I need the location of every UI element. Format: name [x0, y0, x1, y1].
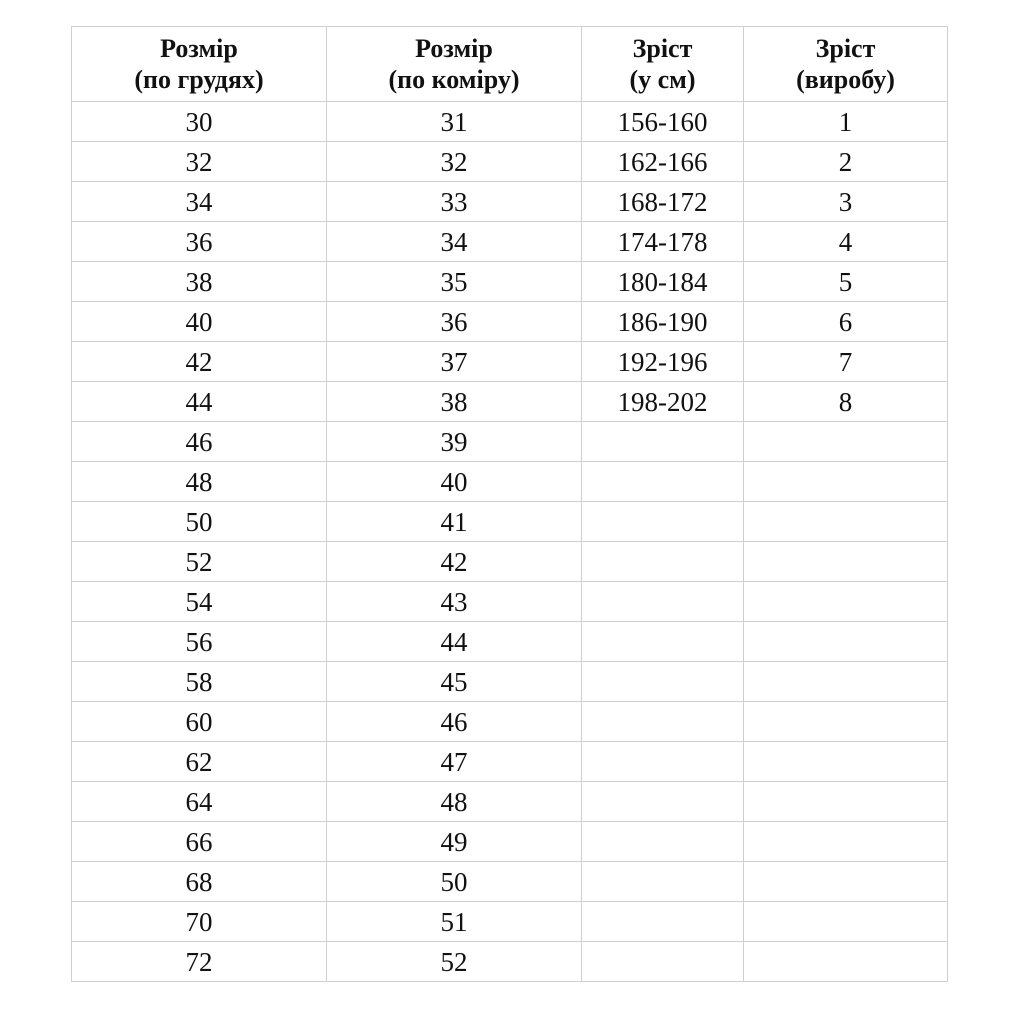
table-row: [72, 662, 948, 702]
cell-height-cm: 162-166: [582, 142, 744, 182]
table-row: [72, 422, 948, 462]
cell-garment-height: 3: [744, 182, 948, 222]
header-line: (у см): [629, 65, 696, 94]
cell-height-cm: [582, 462, 744, 502]
cell-garment-height: [744, 622, 948, 662]
header-line: Зріст: [815, 34, 876, 63]
cell-garment-height: 6: [744, 302, 948, 342]
cell-height-cm: [582, 662, 744, 702]
cell-collar-size: 35: [327, 262, 582, 302]
table-row: [72, 702, 948, 742]
cell-collar-size: 42: [327, 542, 582, 582]
cell-height-cm: [582, 822, 744, 862]
table-row: [72, 542, 948, 582]
cell-garment-height: [744, 582, 948, 622]
cell-garment-height: [744, 822, 948, 862]
header-garment-height: [744, 27, 948, 102]
cell-collar-size: 33: [327, 182, 582, 222]
cell-garment-height: 1: [744, 102, 948, 142]
table-row: [72, 782, 948, 822]
cell-height-cm: [582, 902, 744, 942]
cell-garment-height: 5: [744, 262, 948, 302]
cell-height-cm: 186-190: [582, 302, 744, 342]
table-row: [72, 382, 948, 422]
cell-height-cm: 156-160: [582, 102, 744, 142]
cell-chest-size: 34: [72, 182, 327, 222]
cell-collar-size: 39: [327, 422, 582, 462]
cell-chest-size: 36: [72, 222, 327, 262]
table-header: [72, 27, 948, 102]
table-row: [72, 942, 948, 982]
cell-chest-size: 70: [72, 902, 327, 942]
cell-garment-height: [744, 782, 948, 822]
cell-height-cm: [582, 862, 744, 902]
cell-height-cm: [582, 702, 744, 742]
cell-chest-size: 42: [72, 342, 327, 382]
cell-chest-size: 58: [72, 662, 327, 702]
cell-chest-size: 48: [72, 462, 327, 502]
cell-garment-height: [744, 902, 948, 942]
cell-chest-size: 68: [72, 862, 327, 902]
table-row: [72, 902, 948, 942]
cell-height-cm: [582, 502, 744, 542]
cell-chest-size: 52: [72, 542, 327, 582]
cell-height-cm: 180-184: [582, 262, 744, 302]
cell-height-cm: [582, 582, 744, 622]
cell-height-cm: [582, 542, 744, 582]
cell-collar-size: 47: [327, 742, 582, 782]
table-row: [72, 342, 948, 382]
header-line: Розмір: [415, 34, 493, 63]
cell-garment-height: [744, 422, 948, 462]
cell-collar-size: 38: [327, 382, 582, 422]
header-collar-size: [327, 27, 582, 102]
cell-collar-size: 37: [327, 342, 582, 382]
cell-chest-size: 44: [72, 382, 327, 422]
cell-chest-size: 40: [72, 302, 327, 342]
cell-garment-height: [744, 702, 948, 742]
cell-chest-size: 66: [72, 822, 327, 862]
table-row: [72, 222, 948, 262]
cell-garment-height: [744, 662, 948, 702]
table-row: [72, 862, 948, 902]
cell-collar-size: 32: [327, 142, 582, 182]
cell-collar-size: 50: [327, 862, 582, 902]
cell-garment-height: 7: [744, 342, 948, 382]
cell-collar-size: 31: [327, 102, 582, 142]
cell-chest-size: 56: [72, 622, 327, 662]
cell-garment-height: 2: [744, 142, 948, 182]
cell-garment-height: [744, 942, 948, 982]
cell-height-cm: [582, 422, 744, 462]
cell-chest-size: 60: [72, 702, 327, 742]
header-line: (по грудях): [134, 65, 264, 94]
cell-chest-size: 54: [72, 582, 327, 622]
table-body: [72, 102, 948, 982]
table-row: [72, 462, 948, 502]
cell-height-cm: 198-202: [582, 382, 744, 422]
header-height-cm: [582, 27, 744, 102]
cell-garment-height: [744, 542, 948, 582]
table-row: [72, 182, 948, 222]
cell-height-cm: 168-172: [582, 182, 744, 222]
cell-height-cm: [582, 622, 744, 662]
cell-garment-height: [744, 502, 948, 542]
cell-collar-size: 48: [327, 782, 582, 822]
cell-chest-size: 32: [72, 142, 327, 182]
table-row: [72, 742, 948, 782]
header-line: Розмір: [160, 34, 238, 63]
cell-collar-size: 34: [327, 222, 582, 262]
cell-collar-size: 43: [327, 582, 582, 622]
cell-chest-size: 38: [72, 262, 327, 302]
cell-collar-size: 45: [327, 662, 582, 702]
table-row: [72, 582, 948, 622]
table-row: [72, 622, 948, 662]
cell-collar-size: 46: [327, 702, 582, 742]
cell-garment-height: [744, 742, 948, 782]
header-chest-size: [72, 27, 327, 102]
cell-garment-height: [744, 462, 948, 502]
cell-chest-size: 62: [72, 742, 327, 782]
table-row: [72, 142, 948, 182]
table-row: [72, 822, 948, 862]
header-row: [72, 27, 948, 102]
cell-height-cm: [582, 782, 744, 822]
cell-height-cm: [582, 942, 744, 982]
cell-collar-size: 36: [327, 302, 582, 342]
table-row: [72, 302, 948, 342]
table-row: [72, 262, 948, 302]
cell-chest-size: 72: [72, 942, 327, 982]
cell-height-cm: 192-196: [582, 342, 744, 382]
cell-collar-size: 49: [327, 822, 582, 862]
table-row: [72, 502, 948, 542]
header-line: Зріст: [632, 34, 693, 63]
cell-collar-size: 52: [327, 942, 582, 982]
cell-collar-size: 41: [327, 502, 582, 542]
cell-garment-height: 8: [744, 382, 948, 422]
header-line: (по коміру): [388, 65, 520, 94]
cell-chest-size: 50: [72, 502, 327, 542]
cell-collar-size: 44: [327, 622, 582, 662]
cell-garment-height: 4: [744, 222, 948, 262]
header-line: (виробу): [796, 65, 895, 94]
cell-collar-size: 51: [327, 902, 582, 942]
cell-height-cm: [582, 742, 744, 782]
cell-collar-size: 40: [327, 462, 582, 502]
cell-chest-size: 30: [72, 102, 327, 142]
table-row: [72, 102, 948, 142]
cell-height-cm: 174-178: [582, 222, 744, 262]
cell-garment-height: [744, 862, 948, 902]
cell-chest-size: 64: [72, 782, 327, 822]
size-chart-table: [71, 26, 948, 982]
cell-chest-size: 46: [72, 422, 327, 462]
